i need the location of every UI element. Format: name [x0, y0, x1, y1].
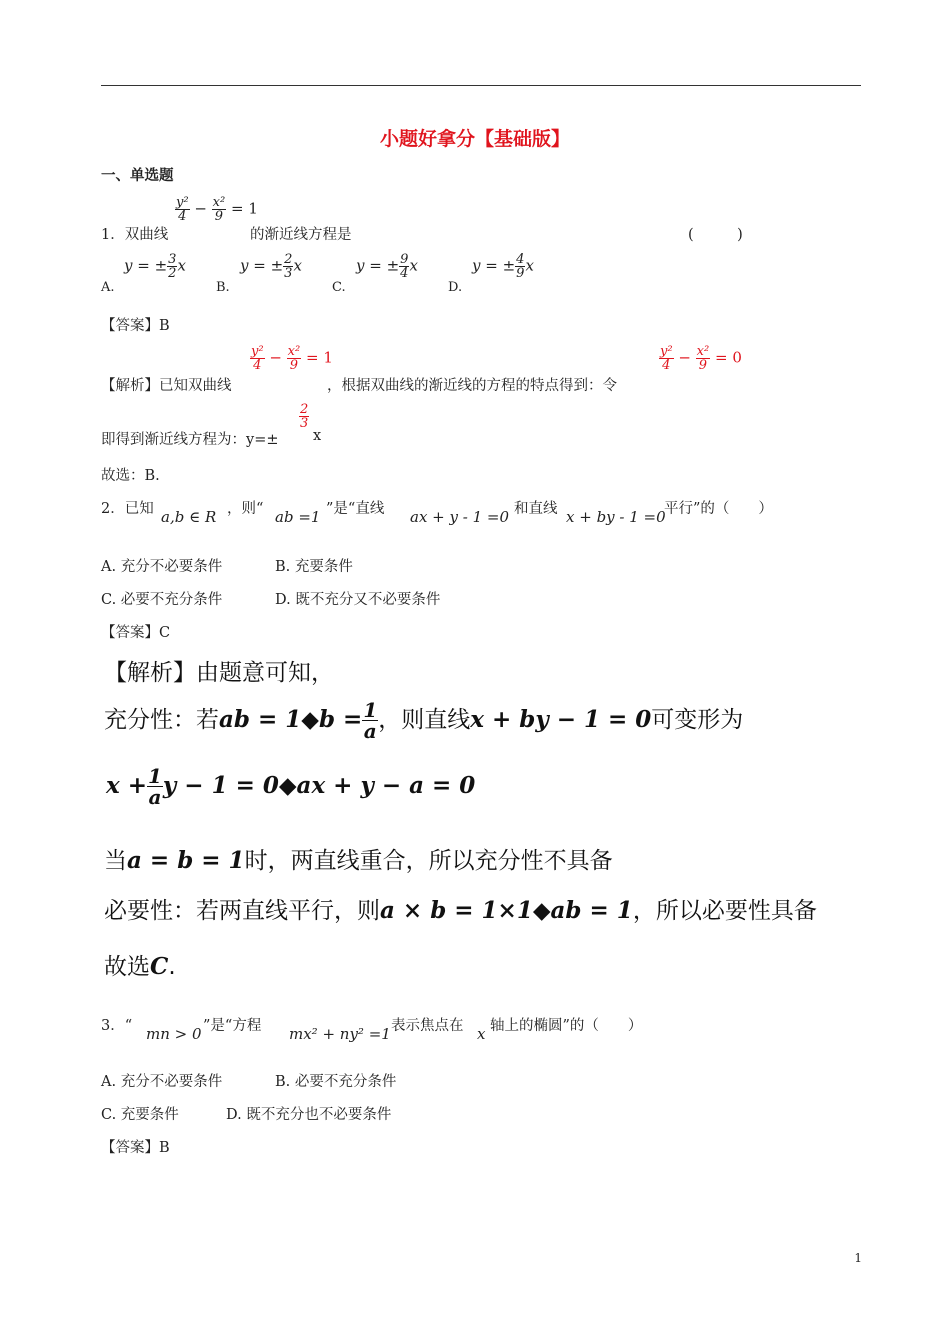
q1-answer: 【答案】B	[101, 318, 170, 334]
q1-option-b	[240, 253, 302, 280]
q2-text-1: ，则“	[227, 501, 264, 517]
q2-analysis-line1: 【解析】由题意可知，	[104, 660, 334, 686]
q2-analysis-line2-suffix: ，则直线	[378, 707, 471, 733]
q1-option-b-letter: B.	[216, 280, 230, 295]
q1-option-d-den: 9	[516, 266, 525, 281]
q3-text-1: ”是“方程	[203, 1018, 262, 1034]
q2-condition: a,b ∈ R	[161, 508, 217, 526]
q2-answer: 【答案】C	[101, 625, 171, 641]
q1-option-d-num: 4	[516, 252, 525, 267]
q2-option-a: A. 充分不必要条件	[101, 559, 223, 575]
q2-analysis-line5-suffix: ，所以必要性具备	[632, 898, 817, 924]
q2-analysis-line3	[106, 766, 475, 807]
q1-option-a-letter: A.	[101, 280, 115, 295]
q1-eq-x-den: 9	[214, 209, 224, 224]
q2-analysis-line2	[104, 700, 743, 741]
q1-option-b-den: 3	[284, 266, 293, 281]
q2-text-4: 平行”的（ ）	[664, 501, 773, 517]
q3-text-3: 轴上的椭圆”的（ ）	[490, 1018, 643, 1034]
q1-analysis-eq-x-den: 9	[289, 358, 299, 373]
q1-result-den: 3	[300, 416, 309, 431]
q2-analysis-line5-math: a × b = 1×1◆ab = 1	[380, 897, 633, 924]
q1-suffix: 的渐近线方程是	[250, 227, 352, 243]
q1-result-prefix: 即得到渐近线方程为：y=±	[101, 432, 279, 448]
q1-eq-rhs: = 1	[231, 199, 258, 218]
q1-option-b-prefix: y = ±	[240, 256, 284, 275]
q2-text-3: 和直线	[514, 501, 558, 517]
q1-result-num: 2	[300, 402, 309, 417]
q1-option-a-prefix: y = ±	[124, 256, 168, 275]
q3-number: 3．“	[101, 1018, 133, 1034]
q2-analysis-line6-math: C	[150, 953, 169, 980]
q1-zero-eq-rhs: = 0	[715, 348, 742, 367]
q1-analysis-equation-zero: $\frac{\text{y²}}{4}$ − $\frac{\text{x²}}{9}$ = 0	[660, 344, 742, 373]
q2-analysis-line6-prefix: 故选	[104, 954, 150, 980]
q2-line2: x + by - 1 =0	[566, 508, 666, 526]
q3-var: x	[477, 1025, 486, 1043]
q1-number: 1．双曲线	[101, 227, 169, 243]
q1-analysis-eq-rhs: = 1	[306, 348, 333, 367]
q2-analysis-line4-prefix: 当	[104, 848, 127, 874]
q2-analysis-line4-math: a = b = 1	[127, 847, 245, 874]
q2-analysis-line2-den: a	[363, 719, 377, 743]
q2-analysis-line3-den: a	[148, 785, 162, 809]
q2-option-b: B. 充要条件	[275, 559, 353, 575]
q1-analysis-eq-y-den: 4	[253, 358, 262, 373]
q2-line1: ax + y - 1 =0	[410, 508, 510, 526]
q1-zero-eq-x-den: 9	[698, 358, 708, 373]
q2-text-2: ”是“直线	[326, 501, 385, 517]
q3-condition: mn > 0	[146, 1025, 202, 1043]
q1-analysis-eq-y: y²	[251, 344, 264, 359]
q1-analysis-eq-x: x²	[287, 344, 301, 359]
q1-eq-y: y²	[176, 195, 189, 210]
q1-eq-x: x²	[212, 195, 226, 210]
q2-analysis-line2-tail: 可变形为	[651, 707, 744, 733]
q2-analysis-line3-num: 1	[148, 764, 162, 788]
q3-option-d: D. 既不充分也不必要条件	[226, 1107, 392, 1123]
q1-paren: ( )	[688, 227, 743, 243]
q2-analysis-line3-prefix: x +	[106, 772, 147, 799]
q1-result-var: x	[313, 428, 322, 444]
q2-analysis-line6-suffix: .	[168, 954, 176, 980]
q2-analysis-line4	[104, 842, 613, 875]
q1-option-c-den: 4	[400, 266, 409, 281]
q2-analysis-line2-prefix: 充分性：若	[104, 707, 219, 733]
q1-option-c-num: 9	[400, 252, 409, 267]
q2-option-c: C. 必要不充分条件	[101, 592, 223, 608]
q2-analysis-line2-num: 1	[363, 698, 378, 722]
q1-analysis-mid: ，根据双曲线的渐近线的方程的特点得到：令	[327, 378, 617, 394]
page-title: 小题好拿分【基础版】	[379, 128, 570, 150]
q1-zero-eq-y-den: 4	[662, 358, 671, 373]
q1-option-b-var: x	[293, 256, 302, 275]
q1-option-d-prefix: y = ±	[472, 256, 516, 275]
q1-option-c	[356, 253, 418, 280]
q2-analysis-line5	[104, 892, 817, 925]
q1-zero-eq-x: x²	[696, 344, 710, 359]
page-number: 1	[854, 1251, 862, 1265]
q1-option-c-prefix: y = ±	[356, 256, 400, 275]
q1-eq-y-den: 4	[178, 209, 187, 224]
q1-analysis-label: 【解析】已知双曲线	[101, 378, 232, 394]
q1-option-a-den: 2	[168, 266, 177, 281]
q2-analysis-line3-math: y − 1 = 0◆ax + y − a = 0	[162, 772, 476, 799]
q1-analysis-equation: $\frac{\text{y²}}{4}$ − $\frac{\text{x²}}{9}$ = 1	[251, 344, 333, 373]
q3-text-2: 表示焦点在	[391, 1018, 464, 1034]
q2-analysis-line4-suffix: 时，两直线重合，所以充分性不具备	[244, 848, 613, 874]
q2-analysis-line2-math2: x + by − 1 = 0	[470, 706, 652, 733]
q1-option-a	[124, 253, 186, 280]
q2-analysis-line5-prefix: 必要性：若两直线平行，则	[104, 898, 380, 924]
q3-option-a: A. 充分不必要条件	[101, 1074, 223, 1090]
q2-ab1: ab =1	[275, 508, 321, 526]
q1-option-c-letter: C.	[332, 280, 346, 295]
q2-option-d: D. 既不充分又不必要条件	[275, 592, 441, 608]
q1-option-b-num: 2	[284, 252, 293, 267]
q3-option-c: C. 充要条件	[101, 1107, 179, 1123]
section-heading: 一、单选题	[101, 168, 174, 184]
q3-answer: 【答案】B	[101, 1140, 170, 1156]
q3-option-b: B. 必要不充分条件	[275, 1074, 397, 1090]
q1-option-a-var: x	[177, 256, 186, 275]
q1-result-frac	[299, 403, 309, 430]
q2-analysis-line2-math: ab = 1◆b =	[219, 706, 363, 733]
q1-equation: $\frac{\text{y²}}{4}$ − $\frac{\text{x²}}{9}$ = 1	[176, 195, 258, 224]
q1-option-a-num: 3	[168, 252, 177, 267]
q1-option-d-var: x	[525, 256, 534, 275]
q1-option-d	[472, 253, 534, 280]
q3-equation: mx² + ny² =1	[289, 1025, 391, 1043]
q1-option-d-letter: D.	[448, 280, 463, 295]
header-rule	[101, 85, 861, 86]
q1-choose: 故选：B.	[101, 468, 160, 484]
q1-option-c-var: x	[409, 256, 418, 275]
q1-zero-eq-y: y²	[660, 344, 673, 359]
q2-analysis-line6	[104, 948, 176, 981]
q2-number: 2．已知	[101, 501, 154, 517]
